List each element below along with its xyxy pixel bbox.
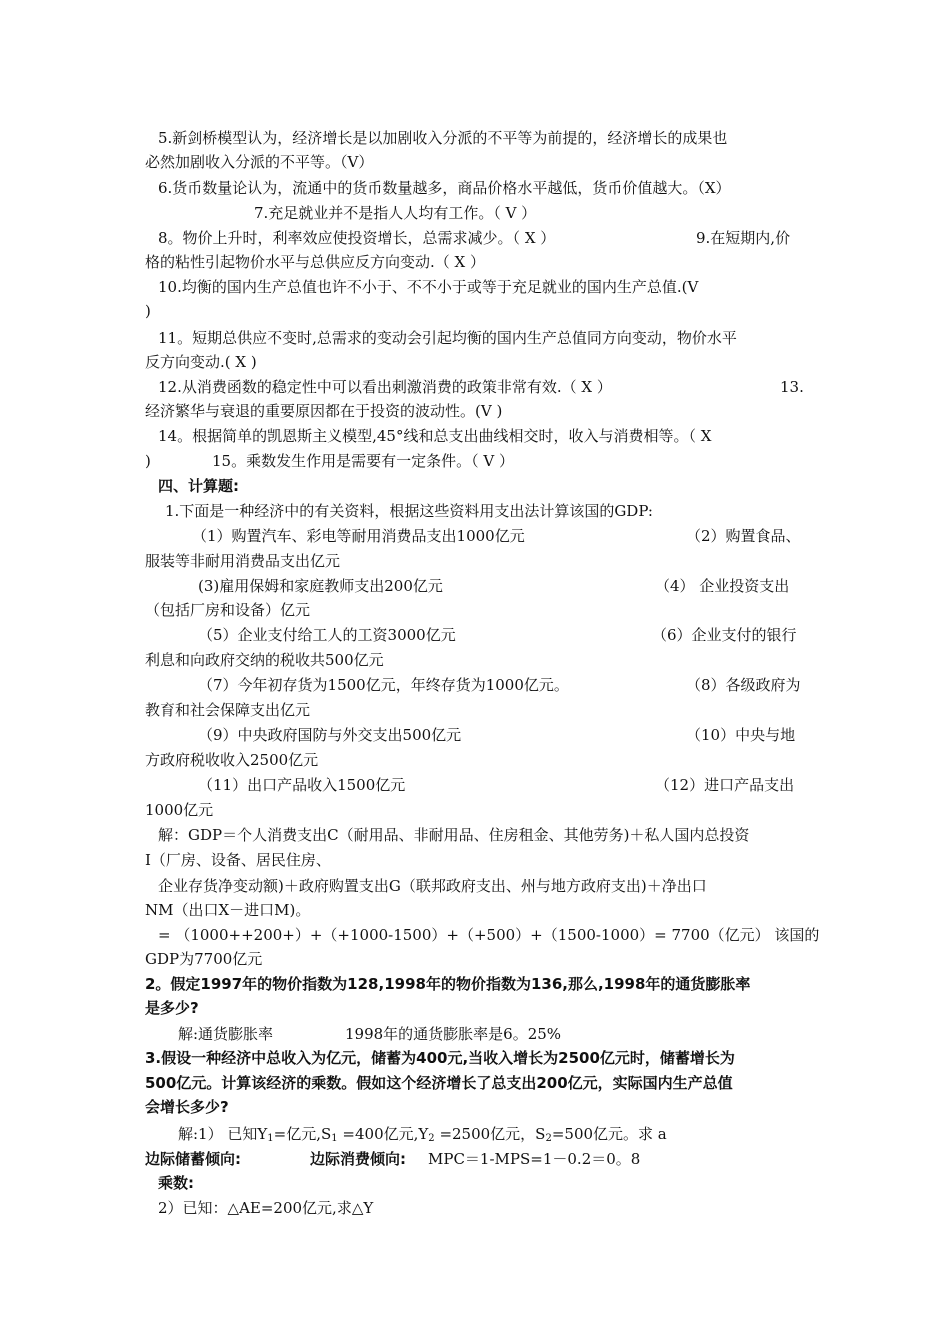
q5-line2: 必然加剧收入分派的不平等。（V） bbox=[145, 153, 374, 171]
calc1-item9: （9）中央政府国防与外交支出500亿元 bbox=[198, 726, 462, 744]
calc1-item7: （7）今年初存货为1500亿元，年终存货为1000亿元。 bbox=[198, 676, 569, 694]
calc1-sol-line4: NM（出口X－进口M)。 bbox=[145, 901, 311, 919]
q6-line: 6.货币数量论认为，流通中的货币数量越多，商品价格水平越低，货币价值越大。（X） bbox=[158, 179, 731, 197]
calc2-q-line1: 2。假定1997年的物价指数为128,1998年的物价指数为136,那么,1998年的通货膨胀率 bbox=[145, 975, 751, 993]
q12-line: 12.从消费函数的稳定性中可以看出刺激消费的政策非常有效.（ X ） bbox=[158, 378, 612, 396]
calc1-item1: （1）购置汽车、彩电等耐用消费品支出1000亿元 bbox=[192, 527, 525, 545]
calc1-sol-line3: 企业存货净变动额)＋政府购置支出G（联邦政府支出、州与地方政府支出)＋净出口 bbox=[158, 877, 707, 895]
calc3-q-line3: 会增长多少? bbox=[145, 1098, 229, 1116]
calc1-item4-cont: （包括厂房和设备）亿元 bbox=[145, 601, 311, 619]
calc1-item10-cont: 方政府税收收入2500亿元 bbox=[145, 751, 319, 769]
q11-line1: 11。短期总供应不变时,总需求的变动会引起均衡的国内生产总值同方向变动，物价水平 bbox=[158, 329, 737, 347]
mpc-formula: MPC＝1-MPS=1－0.2＝0。8 bbox=[428, 1150, 641, 1168]
calc1-sol-line5: = （1000++200+）+（+1000-1500）+（+500）+（1500-1000）= 7700（亿元） 该国的 bbox=[158, 926, 820, 944]
calc1-item6-cont: 利息和向政府交纳的税收共500亿元 bbox=[145, 651, 384, 669]
q14-end: ) bbox=[145, 452, 151, 470]
calc3-sol-line2: 2）已知：△AE=200亿元,求△Y bbox=[158, 1199, 374, 1217]
calc1-item12-cont: 1000亿元 bbox=[145, 801, 214, 819]
q9-line1: 9.在短期内,价 bbox=[696, 229, 791, 247]
calc1-item2-cont: 服装等非耐用消费品支出亿元 bbox=[145, 552, 341, 570]
q7-line: 7.充足就业并不是指人人均有工作。（ V ） bbox=[254, 204, 537, 222]
q5-line1: 5.新剑桥模型认为，经济增长是以加剧收入分派的不平等为前提的，经济增长的成果也 bbox=[158, 129, 728, 147]
q15-line: 15。乘数发生作用是需要有一定条件。（ V ） bbox=[212, 452, 514, 470]
calc2-sol-result: 1998年的通货膨胀率是6。25% bbox=[345, 1025, 562, 1043]
calc1-sol-line2: I（厂房、设备、居民住房、 bbox=[145, 851, 331, 869]
calc3-sol-line1: 解:1） 已知$Y_1=$亿元$,S_1 =400$亿元$,Y_2 =2500$亿元，$S_2=500$亿元。求 a bbox=[178, 1125, 667, 1144]
q13-line2: 经济繁华与衰退的重要原因都在于投资的波动性。(V ) bbox=[145, 402, 503, 420]
calc1-sol-line1: 解：GDP＝个人消费支出C（耐用品、非耐用品、住房租金、其他劳务)＋私人国内总投资 bbox=[158, 826, 750, 844]
q10-line1: 10.均衡的国内生产总值也许不小于、不不小于或等于充足就业的国内生产总值.(V bbox=[158, 278, 699, 296]
calc1-item11: （11）出口产品收入1500亿元 bbox=[198, 776, 406, 794]
mps-label: 边际储蓄倾向: bbox=[145, 1150, 241, 1168]
calc1-item4: （4） 企业投资支出 bbox=[655, 577, 790, 595]
mpc-label: 边际消费倾向: bbox=[310, 1150, 406, 1168]
calc1-sol-line6: GDP为7700亿元 bbox=[145, 950, 263, 968]
calc1-item2: （2）购置食品、 bbox=[686, 527, 801, 545]
q14-line: 14。根据简单的凯恩斯主义模型,45°线和总支出曲线相交时，收入与消费相等。（ X bbox=[158, 427, 712, 445]
calc2-q-line2: 是多少? bbox=[145, 999, 199, 1017]
calc1-item5: （5）企业支付给工人的工资3000亿元 bbox=[198, 626, 456, 644]
calc3-q-line2: 500亿元。计算该经济的乘数。假如这个经济增长了总支出200亿元，实际国内生产总值 bbox=[145, 1074, 733, 1092]
multiplier-label: 乘数: bbox=[158, 1174, 194, 1192]
calc1-intro-text: 1.下面是一种经济中的有关资料，根据这些资料用支出法计算该国的GDP: bbox=[165, 502, 653, 520]
calc1-item6: （6）企业支付的银行 bbox=[652, 626, 797, 644]
section4-title: 四、计算题: bbox=[158, 477, 239, 495]
calc1-item8-cont: 教育和社会保障支出亿元 bbox=[145, 701, 311, 719]
q11-line2: 反方向变动.( X ) bbox=[145, 353, 257, 371]
q8-line: 8。物价上升时，利率效应使投资增长，总需求减少。（ X ） bbox=[158, 229, 556, 247]
q13-line1: 13. bbox=[780, 378, 804, 396]
calc2-sol-label: 解:通货膨胀率 bbox=[178, 1025, 274, 1043]
calc1-item10: （10）中央与地 bbox=[686, 726, 796, 744]
calc1-item12: （12）进口产品支出 bbox=[655, 776, 795, 794]
calc3-q-line1: 3.假设一种经济中总收入为亿元，储蓄为400元,当收入增长为2500亿元时，储蓄增长为 bbox=[145, 1049, 735, 1067]
calc1-item8: （8）各级政府为 bbox=[686, 676, 801, 694]
calc1-item3: (3)雇用保姆和家庭教师支出200亿元 bbox=[198, 577, 443, 595]
q10-line2: ) bbox=[145, 302, 151, 320]
q9-line2: 格的粘性引起物价水平与总供应反方向变动.（ X ） bbox=[145, 253, 485, 271]
